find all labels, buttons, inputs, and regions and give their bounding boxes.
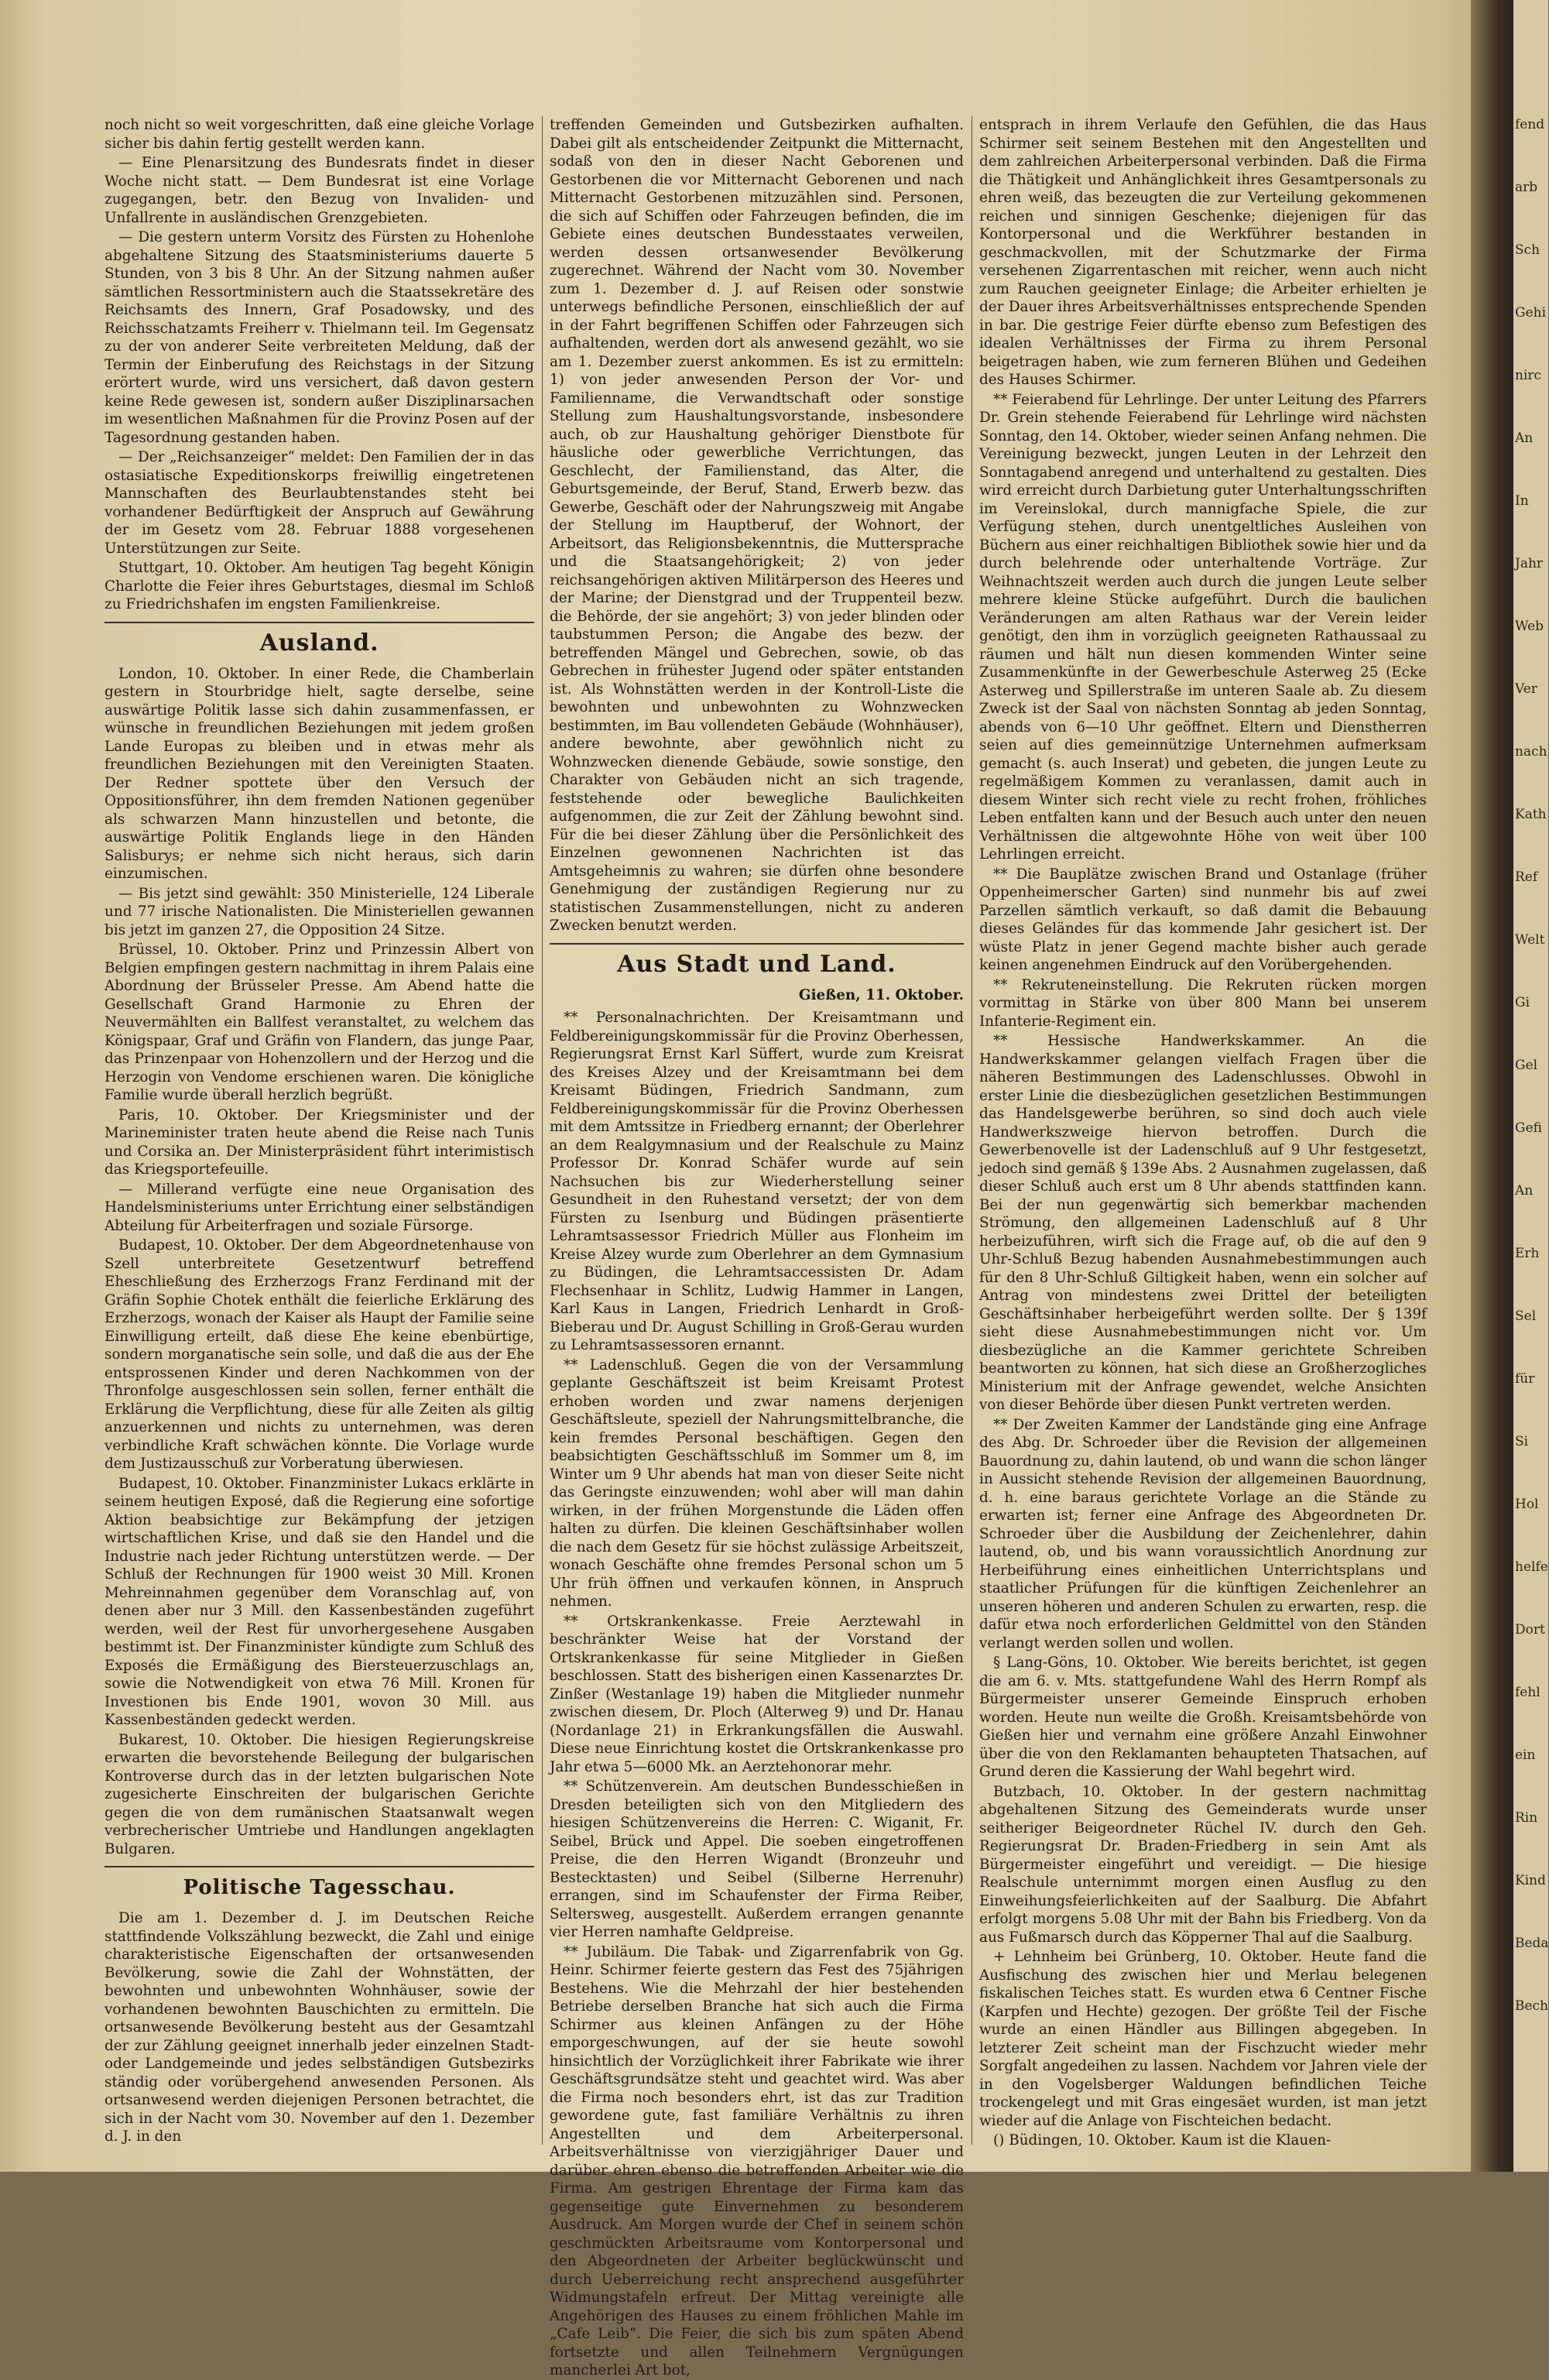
column-1	[105, 116, 534, 2145]
next-page-fragment: Dort	[1515, 1622, 1545, 1638]
article-paragraph: Brüssel, 10. Oktober. Prinz und Prinzessin Albert von Belgien empfingen gestern nachmittag in ihrem Palais eine Abordnung der Brüsseler Presse. Am Abend hatte die Gesellschaft Grand Harmonie zu Ehren der Neuvermählten ein Ballfest veranstaltet, zu welchem das Königspaar, Graf und Gräfin von Flandern, das junge Paar, das Prinzenpaar von Hohenzollern und der Herzog und die Herzogin von Vendome erschienen waren. Die königliche Familie wurde überall herzlich begrüßt.	[105, 941, 534, 1103]
next-page-fragment: Bech	[1515, 1998, 1549, 2014]
article-paragraph: — Millerand verfügte eine neue Organisation des Handelsministeriums unter Errichtung einer selbständigen Abteilung für Arbeiterfragen und soziale Fürsorge.	[105, 1181, 534, 1234]
column-2	[550, 116, 964, 2378]
article-paragraph: Budapest, 10. Oktober. Der dem Abgeordnetenhause von Szell unterbreitete Gesetzentwurf betreffend Eheschließung des Erzherzogs Franz Ferdinand mit der Gräfin Sophie Chotek enthält die feierliche Erklärung des Erzherzogs, wonach der Kaiser als Haupt der Familie seine Einwilligung erteilt, daß diese Ehe keine ebenbürtige, sondern morganatische sein solle, und daß die aus der Ehe entsprossenen Kinder und deren Nachkommen von der Thronfolge ausgeschlossen sein sollen, ferner enthält die Erklärung die Verpflichtung, diese für alle Zeiten als giltig anzuerkennen und nichts zu unternehmen, was deren verbindliche Kraft schwächen könnte. Die Vorlage wurde dem Justizausschuß zur Vorberatung überwiesen.	[105, 1237, 534, 1472]
next-page-fragment: für	[1515, 1371, 1535, 1387]
next-page-fragment: nirc	[1515, 368, 1542, 383]
column-3	[979, 116, 1427, 2149]
next-page-fragment: Web	[1515, 619, 1544, 634]
next-page-fragment: ein	[1515, 1747, 1536, 1763]
next-page-fragment: fehl	[1515, 1685, 1540, 1700]
next-page-fragment: Kath	[1515, 807, 1547, 822]
next-page-fragment: An	[1515, 430, 1534, 446]
next-page-fragment: Gefi	[1515, 1120, 1542, 1136]
next-page-fragment: Gehi	[1515, 305, 1547, 321]
article-paragraph: — Eine Plenarsitzung des Bundesrats findet in dieser Woche nicht statt. — Dem Bundesrat ist eine Vorlage zugegangen, betr. den Bezug von Invaliden- und Unfallrente in ausländischen Grenzgebieten.	[105, 155, 534, 226]
next-page-fragment: Ver	[1515, 681, 1537, 697]
next-page-fragment: Jahr	[1515, 556, 1544, 571]
next-page-fragment: Gi	[1515, 995, 1530, 1010]
column-rule	[542, 116, 543, 2145]
article-paragraph: § Lang-Göns, 10. Oktober. Wie bereits berichtet, ist gegen die am 6. v. Mts. stattgefundene Wahl des Herrn Rompf als Bürgermeister unserer Gemeinde Einspruch erhoben worden. Heute nun weilte die Großh. Kreisamtsbehörde von Gießen hier und vernahm eine größere Anzahl Einwohner über die von den Reklamanten behaupteten Thatsachen, auf Grund deren die Kassierung der Wahl begehrt wird.	[979, 1655, 1427, 1780]
article-paragraph: ** Ladenschluß. Gegen die von der Versammlung geplante Geschäftszeit ist beim Kreisamt Protest erhoben worden und zwar namens derjenigen Geschäftsleute, speziell der Nahrungsmittelbranche, die kein fremdes Personal beschäftigen. Gegen den beabsichtigten Geschäftsschluß im Sommer um 8, im Winter um 9 Uhr abends hat man von dieser Seite nicht das Geringste einzuwenden; wohl aber will man dahin wirken, in der frühen Morgenstunde die Läden offen halten zu dürfen. Die kleinen Geschäftsinhaber wollen die nach dem Gesetz für sie höchst zulässige Arbeitszeit, wonach Geschäfte ohne fremdes Personal schon um 5 Uhr früh öffnen und verkaufen können, in Anspruch nehmen.	[550, 1356, 964, 1610]
article-paragraph: ** Schützenverein. Am deutschen Bundesschießen in Dresden beteiligten sich von den Mitgliedern des hiesigen Schützenvereins die Herren: C. Wiganit, Fr. Seibel, Brück und Appel. Die soeben eingetroffenen Preise, die den Herren Wigandt (Bronzeuhr und Bestecktasten) und Seibel (Silberne Herrenuhr) errangen, sind im Schaufenster der Firma Reiber, Seltersweg, ausgestellt. Außerdem errangen genannte vier Herren namhafte Geldpreise.	[550, 1778, 964, 1940]
article-paragraph: — Bis jetzt sind gewählt: 350 Ministerielle, 124 Liberale und 77 irische Nationalisten. Die Ministeriellen gewannen bis jetzt im ganzen 27, die Opposition 24 Sitze.	[105, 885, 534, 938]
article-paragraph: ** Die Bauplätze zwischen Brand und Ostanlage (früher Oppenheimerscher Garten) sind nunmehr bis auf zwei Parzellen sämtlich verkauft, so daß damit die Bebauung dieses Geländes für das kommende Jahr gesichert ist. Der wüste Platz in jener Gegend machte bisher auch gerade keinen angenehmen Eindruck auf den Vorübergehenden.	[979, 866, 1427, 973]
article-paragraph: ** Der Zweiten Kammer der Landstände ging eine Anfrage des Abg. Dr. Schroeder über die Revision der allgemeinen Bauordnung zu, dahin lautend, ob und wann die schon länger in Aussicht stehende Revision der allgemeinen Bauordnung, d. h. eine baraus gerichtete Vorlage an die Stände zu erwarten ist; ferner eine Anfrage des Abgeordneten Dr. Schroeder über die Ausbildung der Zeichenlehrer, dahin lautend, ob, und bis wann voraussichtlich Anordnung zur Herbeiführung eines einheitlichen Unterrichtsplans und staatlicher Prüfungen für die künftigen Zeichenlehrer an unseren höheren und anderen Schulen zu erwarten, resp. die dafür etwa noch erforderlichen Geldmittel von den Ständen verlangt werden sollen und wollen.	[979, 1416, 1427, 1651]
next-page-fragment: arb	[1515, 180, 1538, 195]
next-page-fragment: Erh	[1515, 1246, 1540, 1261]
next-page-fragment: Gel	[1515, 1058, 1538, 1073]
article-paragraph: Budapest, 10. Oktober. Finanzminister Lukacs erklärte in seinem heutigen Exposé, daß die Regierung eine sofortige Aktion beabsichtige zur Bekämpfung der jetzigen wirtschaftlichen Krise, und daß sie den Handel und die Industrie nach jeder Richtung unterstützen werde. — Der Schluß der Rechnungen für 1900 weist 30 Mill. Kronen Mehreinnahmen gegenüber dem Voranschlag auf, von denen aber nur 3 Mill. den Kassenbeständen zugeführt werden, weil der Rest für unvorhergesehene Ausgaben bestimmt ist. Der Finanzminister kündigte zum Schluß des Exposés die Ermäßigung des Biersteuerzuschlags an, sowie die Notwendigkeit von etwa 76 Mill. Kronen für Investionen bis Ende 1901, wovon 30 Mill. aus Kassenbeständen gedeckt werden.	[105, 1475, 534, 1728]
next-page-fragment: fend	[1515, 117, 1545, 132]
article-paragraph: ** Feierabend für Lehrlinge. Der unter Leitung des Pfarrers Dr. Grein stehende Feierabend für Lehrlinge wird nächsten Sonntag, den 14. Oktober, wieder seinen Anfang nehmen. Die Vereinigung bezweckt, jungen Leuten in der Lehrzeit den Sonntagabend anregend und unterhaltend zu gestalten. Dies wird erreicht durch Darbietung guter Unterhaltungsschriften im Vereinslokal, durch mannigfache Spiele, die zur Verfügung stehen, durch unentgeltliches Ausleihen von Büchern aus einer reichhaltigen Bibliothek sowie hier und da durch belehrende oder unterhaltende Vorträge. Zur Weihnachtszeit werden auch durch die jungen Leute selber mehrere kleine Stücke aufgeführt. Durch die baulichen Veränderungen am alten Rathaus war der Verein leider genötigt, den ihm in vorzüglich geeigneten Rathaussaal zu räumen und hält nun diesen kommenden Winter seine Zusammenkünfte in der Gewerbeschule Asterweg 25 (Ecke Asterweg und Spillerstraße im unteren Saale ab. Zu diesem Zweck ist der Saal von nächsten Sonntag ab jeden Sonntag, abends von 6—10 Uhr geöffnet. Eltern und Dienstherren seien auf dies gemeinnützige Unternehmen aufmerksam gemacht (s. auch Inserat) und gebeten, die jungen Leute zu regelmäßigem Kommen zu veranlassen, damit auch in diesem Winter sich recht viele zu recht frohen, fröhliches Leben entfalten kann und der Besuch auch unter den neuen Verhältnissen die altgewohnte Höhe von weit über 100 Lehrlingen erreicht.	[979, 391, 1427, 862]
article-paragraph: entsprach in ihrem Verlaufe den Gefühlen, die das Haus Schirmer seit seinem Bestehen mit den Angestellten und dem zahlreichen Arbeiterpersonal verbinden. Daß die Firma die Thätigkeit und Anhänglichkeit ihres Gesamtpersonals zu ehren weiß, das bezeugten die zur Verteilung gekommenen reichen und sinnigen Geschenke; diejenigen für das Kontorpersonal und die Werkführer bestanden in geschmackvollen, mit der Schutzmarke der Firma versehenen Zigarrentaschen mit reicher, wenn auch nicht zum Rauchen geeigneter Einlage; die Arbeiter erhielten je der Dauer ihres Arbeitsverhältnisses entsprechende Spenden in bar. Die gestrige Feier dürfte ebenso zum Befestigen des idealen Verhältnisses der Firma zu ihrem Personal beigetragen haben, wie zum ferneren Blühen und Gedeihen des Hauses Schirmer.	[979, 117, 1427, 388]
article-paragraph: ** Hessische Handwerkskammer. An die Handwerkskammer gelangen vielfach Fragen über die näheren Bestimmungen des Ladenschlusses. Obwohl in erster Linie die diesbezüglichen gesetzlichen Bestimmungen das Handelsgewerbe berühren, so sind doch auch viele Handwerkszweige hiervon betroffen. Durch die Gewerbenovelle ist der Ladenschluß auf 9 Uhr festgesetzt, jedoch sind gemäß § 139e Abs. 2 Ausnahmen zugelassen, daß dieser Schluß auch erst um 8 Uhr abends stattfinden kann. Bei der nun gegenwärtig sich bemerkbar machenden Strömung, den allgemeinen Ladenschluß auf 8 Uhr herbeizuführen, wirft sich die Frage auf, ob die auf den 9 Uhr-Schluß Bezug habenden Ausnahmebestimmungen auch für den 8 Uhr-Schluß Giltigkeit haben, wenn ein solcher auf Antrag von mindestens zwei Drittel der beteiligten Geschäftsinhaber herbeigeführt werden sollte. Der § 139f sieht diese Ausnahmebestimmungen nicht vor. Um diesbezügliche an die Kammer gerichtete Schreiben beantworten zu können, hat sich diese an Großherzogliches Ministerium mit der Anfrage gewendet, welche Ansichten von dieser Behörde über diesen Punkt vertreten werden.	[979, 1033, 1427, 1413]
article-paragraph: London, 10. Oktober. In einer Rede, die Chamberlain gestern in Stourbridge hielt, sagte derselbe, seine auswärtige Politik lasse sich dahin zusammenfassen, er wünsche in freundlichen Beziehungen mit jedem großen Lande Europas zu bleiben und in etwas mehr als freundlichen Beziehungen mit den Vereinigten Staaten. Der Redner spottete über den Versuch der Oppositionsführer, ihn dem fremden Nationen gegenüber als schwarzen Mann hinzustellen und betonte, die auswärtige Politik Englands liege in den Händen Salisburys; er nehme sich nicht heraus, sich darin einzumischen.	[105, 665, 534, 882]
next-page-fragment: Si	[1515, 1434, 1529, 1449]
next-page-fragment: Ref	[1515, 869, 1538, 885]
article-paragraph: ** Rekruteneinstellung. Die Rekruten rücken morgen vormittag in Stärke von über 800 Mann bei unserem Infanterie-Regiment ein.	[979, 976, 1427, 1030]
next-page-fragment: Hol	[1515, 1497, 1539, 1512]
article-paragraph: Butzbach, 10. Oktober. In der gestern nachmittag abgehaltenen Sitzung des Gemeinderats wurde unser seitheriger Beigeordneter Rüchel IV. durch den Geh. Regierungsrat Dr. Braden-Friedberg in sein Amt als Bürgermeister eingeführt und vereidigt. — Die hiesige Realschule unternimmt morgen einen Ausflug zu den Einweihungsfeierlichkeiten auf der Saalburg. Die Abfahrt erfolgt morgens 5.08 Uhr mit der Bahn bis Friedberg. Von da aus Fußmarsch durch das Köpperner Thal auf die Saalburg.	[979, 1783, 1427, 1946]
section-heading: Ausland.	[105, 622, 534, 659]
article-paragraph: Die am 1. Dezember d. J. im Deutschen Reiche stattfindende Volkszählung bezweckt, die Zahl und einige charakteristische Eigenschaften der ortsanwesenden Bevölkerung, sowie die Zahl der Wohnstätten, der bewohnten und unbewohnten Wohnhäuser, sowie der vorhandenen bewohnten Bauschichten zu ermitteln. Die ortsanwesende Bevölkerung besteht aus der Gesamtzahl der zur Zählung geeignet innerhalb jeder einzelnen Stadt- oder Landgemeinde und jedes selbständigen Gutsbezirks ständig oder vorübergehend anwesenden Personen. Als ortsanwesend werden diejenigen Personen betrachtet, die sich in der Nacht vom 30. November auf den 1. Dezember d. J. in den	[105, 1910, 534, 2145]
article-paragraph: — Der „Reichsanzeiger“ meldet: Den Familien der in das ostasiatische Expeditionskorps freiwillig eingetretenen Mannschaften des Beurlaubtenstandes steht bei vorhandener Bedürftigkeit der Anspruch auf Gewährung der im Gesetz vom 28. Februar 1888 vorgesehenen Unterstützungen zur Seite.	[105, 449, 534, 557]
next-page-fragment: Kind	[1515, 1873, 1546, 1888]
article-paragraph: + Lehnheim bei Grünberg, 10. Oktober. Heute fand die Ausfischung des zwischen hier und Merlau belegenen fiskalischen Teiches statt. Es wurden etwa 6 Centner Fische (Karpfen und Hechte) gezogen. Der größte Teil der Fische wurde an einen Händler aus Billingen abgegeben. In letzterer Zeit scheint man der Fischzucht wieder mehr Sorgfalt angedeihen zu lassen. Nachdem vor Jahren viele der in den Vogelsberger Waldungen befindlichen Teiche trockengelegt und mit Gras eingesäet wurden, ist man jetzt wieder auf die Anlage von Fischteichen bedacht.	[979, 1949, 1427, 2129]
article-paragraph: Stuttgart, 10. Oktober. Am heutigen Tag begeht Königin Charlotte die Feier ihres Geburtstages, diesmal im Schloß zu Friedrichshafen im engsten Familienkreise.	[105, 560, 534, 612]
article-paragraph: ** Personalnachrichten. Der Kreisamtmann und Feldbereinigungskommissär für die Provinz Oberhessen, Regierungsrat Ernst Karl Süffert, wurde zum Kreisrat des Kreises Alzey und der Kreisamtmann bei dem Kreisamt Büdingen, Friedrich Sandmann, zum Feldbereinigungskommissär für die Provinz Oberhessen mit dem Amtssitze in Friedberg ernannt; der Oberlehrer an dem Realgymnasium und der Realschule zu Mainz Professor Dr. Konrad Schäfer wurde auf sein Nachsuchen bis zur Wiederherstellung seiner Gesundheit in den Ruhestand versetzt; der von dem Fürsten zu Isenburg und Büdingen präsentierte Lehramtsassessor Friedrich Müller aus Flonheim im Kreise Alzey wurde zum Oberlehrer an dem Gymnasium zu Büdingen, die Lehramtsaccessisten Dr. Adam Flechsenhaar in Schlitz, Ludwig Hammer in Langen, Karl Kaus in Langen, Friedrich Lenhardt in Groß-Bieberau und Dr. August Schilling in Groß-Gerau wurden zu Lehramtsassessoren ernannt.	[550, 1010, 964, 1353]
article-paragraph: Paris, 10. Oktober. Der Kriegsminister und der Marineminister traten heute abend die Reise nach Tunis und Corsika an. Der Ministerpräsident führt interimistisch das Kriegsportefeuille.	[105, 1106, 534, 1178]
next-page-fragment: Welt	[1515, 932, 1545, 948]
article-paragraph: () Büdingen, 10. Oktober. Kaum ist die Klauen-	[993, 2132, 1331, 2149]
article-paragraph: ** Ortskrankenkasse. Freie Aerztewahl in beschränkter Weise hat der Vorstand der Ortskrankenkasse für seine Mitglieder in Gießen beschlossen. Statt des bisherigen einen Kassenarztes Dr. Zinßer (Westanlage 19) haben die Mitglieder nunmehr zwischen diesem, Dr. Ploch (Alterweg 9) und Dr. Hanau (Nordanlage 21) in Erkrankungsfällen die Auswahl. Diese neue Einrichtung kostet die Ortskrankenkasse pro Jahr etwa 5—6000 Mk. an Aerztehonorar mehr.	[550, 1613, 964, 1775]
next-page-fragment: Rin	[1515, 1810, 1538, 1826]
next-page-fragment: An	[1515, 1183, 1534, 1199]
article-paragraph: ** Jubiläum. Die Tabak- und Zigarrenfabrik von Gg. Heinr. Schirmer feierte gestern das Fest des 75jährigen Bestehens. Wie die Mehrzahl der hier bestehenden Betriebe derselben Branche hat sich auch die Firma Schirmer aus kleinen Anfängen zu der Höhe emporgeschwungen, auf der sie heute sowohl hinsichtlich der Vorzüglichkeit ihrer Fabrikate wie ihrer Geschäftsgrundsätze steht und geachtet wird. Was aber die Firma noch besonders ehrt, ist das zur Tradition gewordene gute, fast familiäre Verhältnis zu ihren Angestellten und dem Arbeiterpersonal. Arbeitsverhältnisse von vierzigjähriger Dauer und darüber ehren ebenso die betreffenden Arbeiter wie die Firma. Am gestrigen Ehrentage der Firma kam das gegenseitige gute Einvernehmen zu besonderem Ausdruck. Am Morgen wurde der Chef in seinem schön geschmückten Arbeitsraume vom Kontorpersonal und den Abgeordneten der Arbeiter beglückwünscht und durch Ueberreichung recht ansprechend ausgeführter Widmungstafeln erfreut. Der Mittag vereinigte alle Angehörigen des Hauses zu einem fröhlichen Mahle im „Cafe Leib“. Die Feier, die sich bis zum späten Abend fortsetzte und allen Teilnehmern Vergnügungen mancherlei Art bot,	[550, 1943, 964, 2378]
next-page-fragment: Sch	[1515, 242, 1540, 258]
article-paragraph: treffenden Gemeinden und Gutsbezirken aufhalten. Dabei gilt als entscheidender Zeitpunkt die Mitternacht, sodaß von den in dieser Nacht Geborenen und Gestorbenen die vor Mitternacht Geborenen und nach Mitternacht Gestorbenen mitzuzählen sind. Personen, die sich auf Schiffen oder Fahrzeugen befinden, die im Gebiete eines deutschen Bundesstaates verweilen, werden dessen ortsanwesender Bevölkerung zugerechnet. Während der Nacht vom 30. November zum 1. Dezember d. J. auf Reisen oder sonstwie unterwegs befindliche Personen, einschließlich der auf in der Fahrt begriffenen Schiffen oder Fahrzeugen sich aufhaltenden, werden dort als anwesend gezählt, wo sie am 1. Dezember zuerst ankommen. Es ist zu ermitteln: 1) von jeder anwesenden Person der Vor- und Familienname, die Verwandtschaft oder sonstige Stellung zum Haushaltungsvorstande, insbesondere auch, ob zur Haushaltung gehöriger Dienstbote für häusliche oder gewerbliche Verrichtungen, das Geschlecht, der Familienstand, das Alter, die Geburtsgemeinde, der Beruf, Stand, Erwerb bezw. das Gewerbe, Geschäft oder der Nahrungszweig mit Angabe der Stellung im Hauptberuf, der Wohnort, der Arbeitsort, das Religionsbekenntnis, die Muttersprache und die Staatsangehörigkeit; 2) von jeder reichsangehörigen aktiven Militärperson des Heeres und der Marine; der Dienstgrad und der Truppenteil bezw. die Behörde, der sie angehört; 3) von jeder blinden oder taubstummen Person; die Angabe des bezw. der betreffenden Mängel und Gebrechen, sowie, ob das Gebrechen in frühester Jugend oder später entstanden ist. Als Wohnstätten werden in der Kontroll-Liste die bewohnten und unbewohnten zu Wohnzwecken bestimmten, im Bau vollendeten Gebäude (Wohnhäuser), andere bewohnte, aber gewöhnlich nicht zu Wohnzwecken dienende Gebäude, sowie sonstige, den Charakter von Gebäuden nicht an sich tragende, feststehende oder bewegliche Baulichkeiten aufgenommen, die zur Zeit der Zählung bewohnt sind. Für die bei dieser Zählung über die Persönlichkeit des Einzelnen gewonnenen Nachrichten ist das Amtsgeheimnis zu wahren; sie dürfen ohne besondere Genehmigung der zuständigen Regierung nur zu statistischen Zusammenstellungen, nicht zu anderen Zwecken benutzt werden.	[550, 117, 964, 934]
next-page-fragment: nach	[1515, 744, 1547, 760]
article-paragraph: Bukarest, 10. Oktober. Die hiesigen Regierungskreise erwarten die bevorstehende Beilegung der bulgarischen Kontroverse durch das in der letzten bulgarischen Note zugesicherte Einschreiten der bulgarischen Gerichte gegen die von dem rumänischen Staatsanwalt wegen verbrecherischer Umtriebe und Handlungen angeklagten Bulgaren.	[105, 1731, 534, 1857]
next-page-fragment: Beda	[1515, 1936, 1549, 1951]
dateline: Gießen, 11. Oktober.	[798, 986, 964, 1003]
next-page-fragment: Sel	[1515, 1308, 1537, 1324]
next-page-fragment: In	[1515, 493, 1529, 509]
next-page-fragment: helfe	[1515, 1559, 1548, 1575]
section-heading: Politische Tagesschau.	[105, 1866, 534, 1903]
section-heading: Aus Stadt und Land.	[550, 943, 964, 980]
article-paragraph: noch nicht so weit vorgeschritten, daß eine gleiche Vorlage sicher bis dahin fertig gestellt werden kann.	[105, 117, 534, 152]
article-paragraph: — Die gestern unterm Vorsitz des Fürsten zu Hohenlohe abgehaltene Sitzung des Staatsministeriums dauerte 5 Stunden, von 3 bis 8 Uhr. An der Sitzung nahmen außer sämtlichen Ressortministern auch die Staatssekretäre des Reichsamts des Innern, Graf Posadowsky, und des Reichsschatzamts Freiherr v. Thielmann teil. Im Gegensatz zu der von anderer Seite verbreiteten Meldung, daß der Termin der Einberufung des Reichstags in der Sitzung erörtert wurde, wird uns versichert, daß davon gestern keine Rede gewesen ist, sondern außer Disziplinarsachen im wesentlichen Maßnahmen für die Provinz Posen auf der Tagesordnung gestanden haben.	[105, 229, 534, 446]
adjacent-page-edge	[1513, 0, 1548, 2172]
